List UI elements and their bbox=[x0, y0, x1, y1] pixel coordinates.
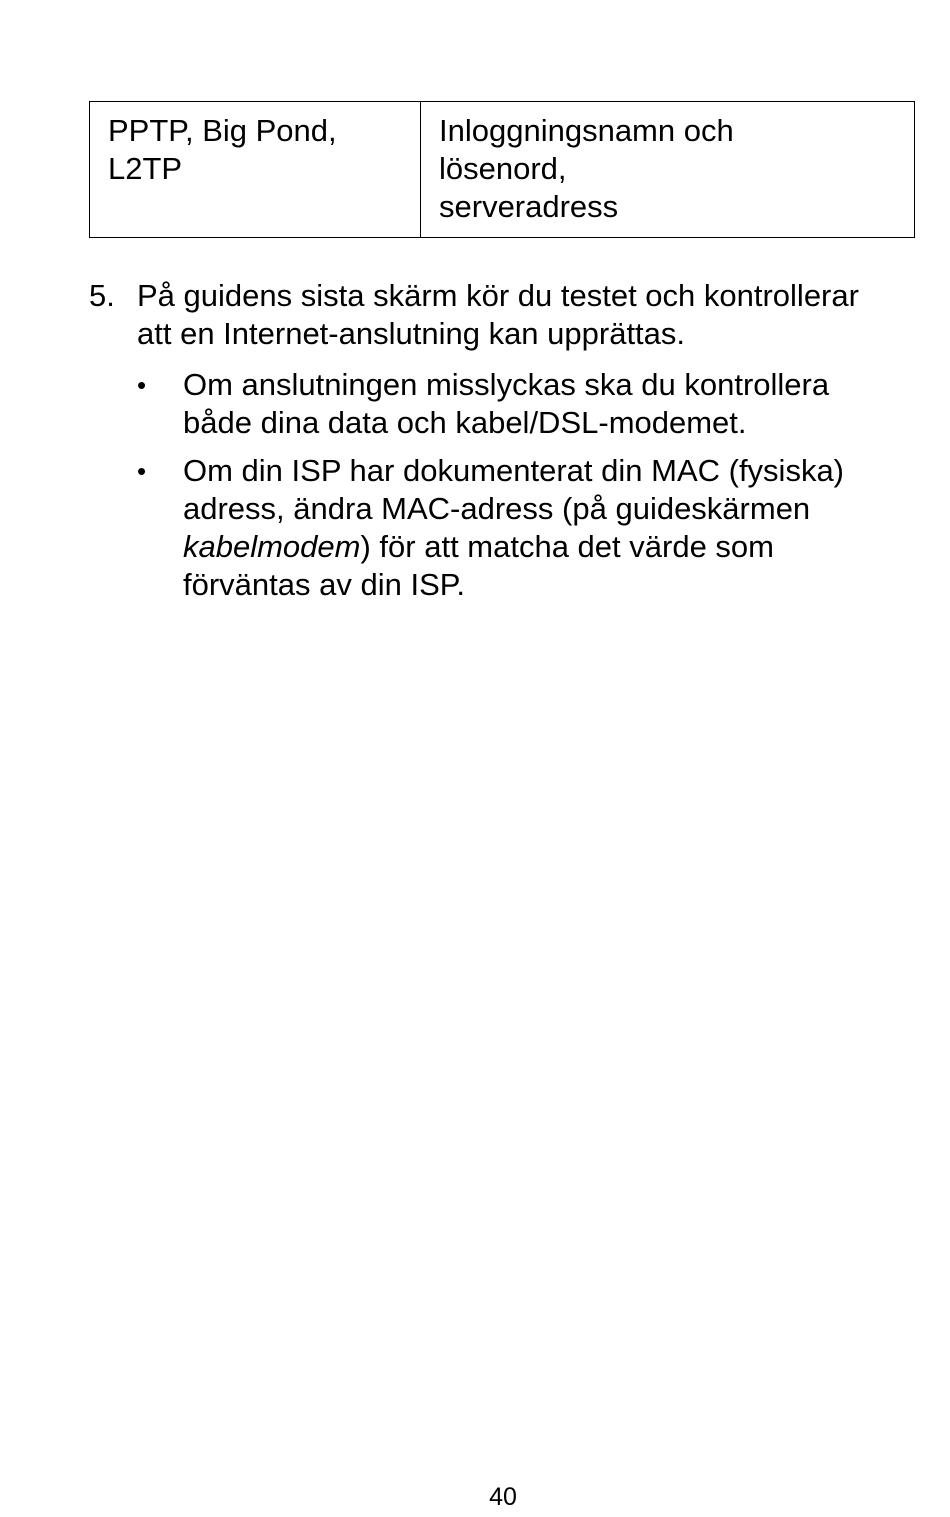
bullet-text bbox=[183, 452, 927, 604]
cell-text-line: L2TP bbox=[108, 151, 183, 186]
page-number: 40 bbox=[489, 1483, 517, 1511]
connection-type-table bbox=[89, 101, 915, 238]
table-cell-required-info bbox=[421, 102, 915, 238]
table-row bbox=[90, 102, 915, 238]
cell-text-line: serveradress bbox=[439, 189, 619, 224]
step-text-line: att en Internet-anslutning kan upprättas. bbox=[137, 316, 686, 351]
bullet-text-line: förväntas av din ISP. bbox=[183, 567, 466, 602]
cell-text-line: lösenord, bbox=[439, 151, 567, 186]
italic-term-kabelmodem: kabelmodem bbox=[183, 529, 361, 564]
bullet-text-line: adress, ändra MAC-adress (på guideskärmen bbox=[183, 491, 811, 526]
bullet-icon: • bbox=[137, 370, 147, 400]
step-number: 5. bbox=[89, 278, 115, 313]
step-text-line: På guidens sista skärm kör du testet och kontrollerar bbox=[137, 278, 859, 313]
table-cell-connection-type bbox=[90, 102, 421, 238]
step-text bbox=[137, 277, 927, 353]
bullet-text-line: både dina data och kabel/DSL-modemet. bbox=[183, 405, 747, 440]
bullet-text-line bbox=[183, 528, 927, 566]
bullet-text-fragment: ) för att matcha det värde som bbox=[360, 529, 774, 564]
bullet-text-line: Om anslutningen misslyckas ska du kontrollera bbox=[183, 367, 830, 402]
cell-text-line: PPTP, Big Pond, bbox=[108, 113, 337, 148]
cell-text-line: Inloggningsnamn och bbox=[439, 113, 734, 148]
bullet-icon: • bbox=[137, 456, 147, 486]
bullet-text-line: Om din ISP har dokumenterat din MAC (fysiska) bbox=[183, 453, 845, 488]
bullet-text bbox=[183, 366, 927, 442]
